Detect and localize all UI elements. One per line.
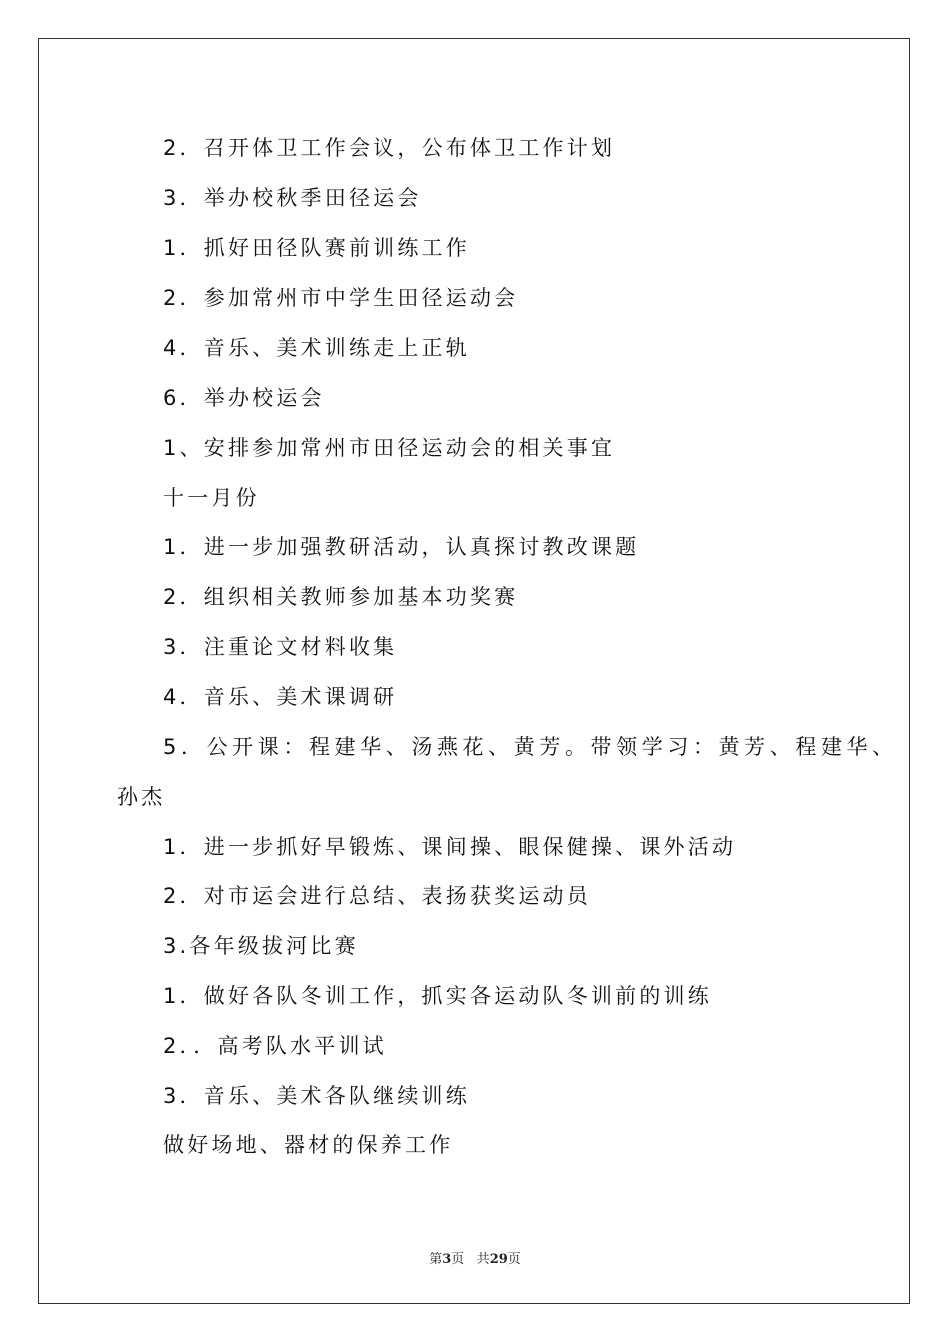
text-line: 1．抓好田径队赛前训练工作: [163, 236, 470, 260]
text-line: 2．．高考队水平训试: [163, 1034, 387, 1058]
page-suffix: 页: [451, 1252, 465, 1267]
text-line: 3．注重论文材料收集: [163, 635, 398, 659]
text-line: 1、安排参加常州市田径运动会的相关事宜: [163, 436, 616, 460]
text-line: 2．参加常州市中学生田径运动会: [163, 286, 519, 310]
page-total: 29: [489, 1252, 508, 1267]
text-line: 2．组织相关教师参加基本功奖赛: [163, 585, 519, 609]
total-suffix: 页: [507, 1252, 521, 1267]
page-prefix: 第: [429, 1252, 443, 1267]
text-line-continuation: 孙杰: [117, 785, 166, 809]
text-line: 4．音乐、美术课调研: [163, 685, 398, 709]
section-heading: 十一月份: [163, 486, 260, 510]
text-line: 1．进一步加强教研活动，认真探讨教改课题: [163, 535, 640, 559]
text-line: 5．公开课：程建华、汤燕花、黄芳。带领学习：黄芳、程建华、: [163, 735, 898, 759]
page-border: [38, 38, 910, 1304]
text-line: 1．做好各队冬训工作，抓实各运动队冬训前的训练: [163, 984, 712, 1008]
text-line: 做好场地、器材的保养工作: [163, 1133, 454, 1157]
text-line: 2．对市运会进行总结、表扬获奖运动员: [163, 884, 591, 908]
text-line: 4．音乐、美术训练走上正轨: [163, 336, 470, 360]
text-line: 3.各年级拔河比赛: [163, 934, 359, 958]
text-line: 3．音乐、美术各队继续训练: [163, 1084, 470, 1108]
total-prefix: 共: [476, 1252, 490, 1267]
page-footer: [0, 1248, 950, 1267]
text-line: 1．进一步抓好早锻炼、课间操、眼保健操、课外活动: [163, 835, 737, 859]
text-line: 6．举办校运会: [163, 386, 325, 410]
text-line: 3．举办校秋季田径运会: [163, 186, 422, 210]
text-line: 2．召开体卫工作会议，公布体卫工作计划: [163, 136, 616, 160]
page-current: 3: [442, 1252, 452, 1267]
